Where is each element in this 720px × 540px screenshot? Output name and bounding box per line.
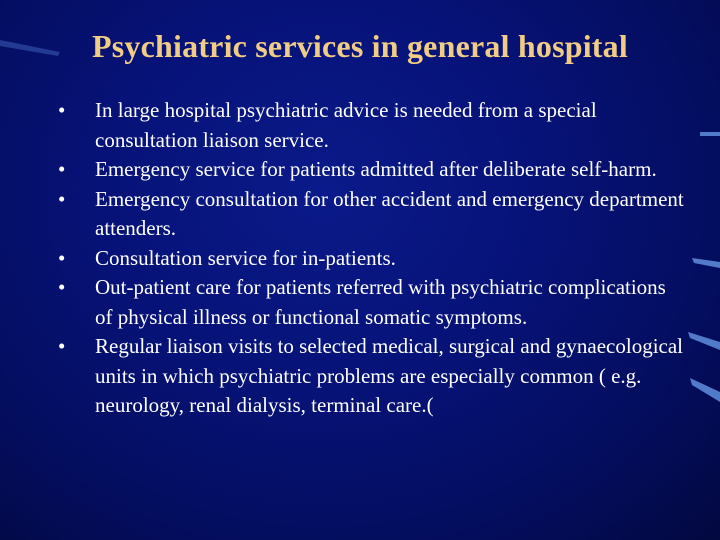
bullet-text: Regular liaison visits to selected medical, surgical and gynaecological units in which psychiatric problems are especially common ( e.g. neurology, renal dialysis, terminal care.( bbox=[95, 334, 684, 417]
streak-right-3 bbox=[688, 332, 720, 350]
bullet-text: Consultation service for in-patients. bbox=[95, 245, 396, 270]
bullet-item bbox=[58, 185, 688, 244]
bullet-item bbox=[58, 244, 688, 274]
bullet-text: Emergency consultation for other accident and emergency department attenders. bbox=[95, 186, 684, 240]
bullet-icon: • bbox=[58, 186, 66, 211]
bullet-item bbox=[58, 96, 688, 155]
bullet-item bbox=[58, 273, 688, 332]
bullet-text: In large hospital psychiatric advice is needed from a special consultation liaison service. bbox=[95, 98, 597, 152]
bullet-list bbox=[58, 96, 688, 421]
slide-title: Psychiatric services in general hospital bbox=[92, 28, 628, 64]
streak-right-1 bbox=[700, 132, 720, 136]
bullet-text: Out-patient care for patients referred with psychiatric complications of physical illness or functional somatic symptoms. bbox=[95, 275, 666, 329]
bullet-icon: • bbox=[58, 157, 66, 181]
bullet-icon: • bbox=[58, 275, 66, 299]
bullet-icon: • bbox=[58, 245, 66, 270]
bullet-text: Emergency service for patients admitted after deliberate self-harm. bbox=[95, 157, 657, 181]
bullet-item bbox=[58, 332, 688, 421]
streak-right-4 bbox=[690, 378, 720, 402]
streak-right-2 bbox=[692, 258, 720, 268]
bullet-icon: • bbox=[58, 334, 66, 358]
bullet-item bbox=[58, 155, 688, 185]
bullet-icon: • bbox=[58, 98, 66, 122]
